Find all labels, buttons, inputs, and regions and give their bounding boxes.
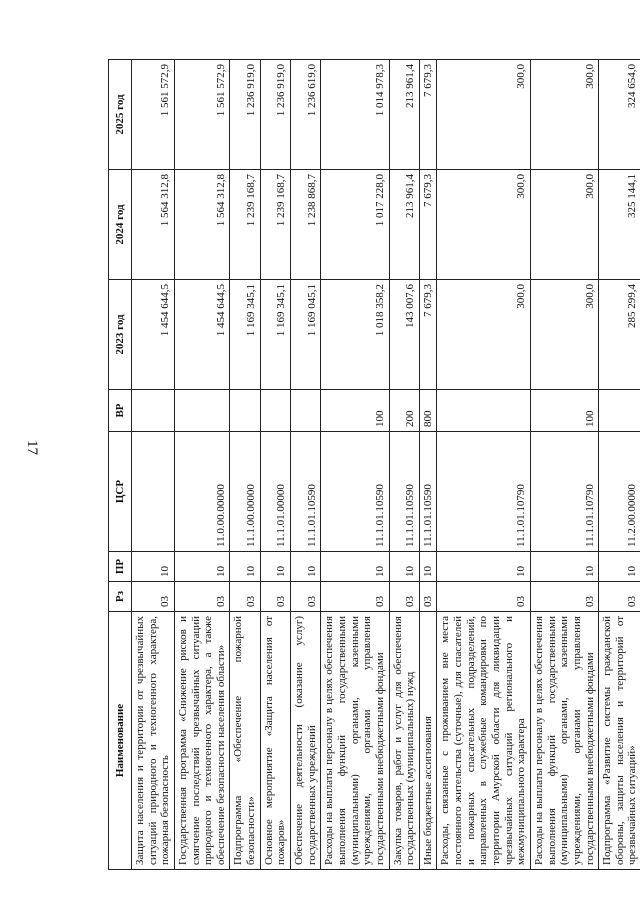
table-row: [599, 60, 640, 870]
row-pr: 10: [291, 552, 321, 582]
row-2023: 1 169 045,1: [291, 280, 321, 390]
row-csr: 11.1.01.10590: [321, 432, 389, 552]
header-csr: ЦСР: [109, 432, 132, 552]
row-csr: [132, 432, 175, 552]
row-csr: 11.1.01.10790: [530, 432, 598, 552]
row-vr: [174, 390, 230, 432]
row-name: Обеспечение деятельности (оказание услуг) государственных учреждений: [291, 612, 321, 870]
budget-table-container: [108, 60, 639, 870]
table-row: [389, 60, 419, 870]
row-2025: 1 014 978,3: [321, 60, 389, 170]
row-name: Закупка товаров, работ и услуг для обеспечения государственных (муниципальных) нужд: [389, 612, 419, 870]
row-vr: [230, 390, 260, 432]
row-vr: [260, 390, 290, 432]
header-vr: ВР: [109, 390, 132, 432]
table-row: [437, 60, 530, 870]
row-2023: 1 169 345,1: [230, 280, 260, 390]
row-2024: 300,0: [437, 170, 530, 280]
row-rz: 03: [132, 582, 175, 612]
row-2023: 1 454 644,5: [174, 280, 230, 390]
row-pr: 10: [599, 552, 640, 582]
row-vr: [291, 390, 321, 432]
row-csr: 11.2.00.00000: [599, 432, 640, 552]
row-rz: 03: [437, 582, 530, 612]
row-rz: 03: [530, 582, 598, 612]
row-pr: 10: [419, 552, 437, 582]
row-vr: [132, 390, 175, 432]
row-2024: 1 564 312,8: [174, 170, 230, 280]
header-rz: Рз: [109, 582, 132, 612]
row-pr: 10: [174, 552, 230, 582]
row-2023: 1 169 345,1: [260, 280, 290, 390]
row-name: Подпрограмма «Развитие системы гражданской обороны, защиты населения и территорий от чрезвычайных ситуаций»: [599, 612, 640, 870]
table-row: [174, 60, 230, 870]
row-2025: 1 561 572,9: [174, 60, 230, 170]
table-row: [419, 60, 437, 870]
row-name: Расходы, связанные с проживанием вне места постоянного жительства (суточные), для спасателей и пожарных спасательных подразделений, направленных в служебные командировки по территории Амурской области для ликвидации чрезвычайных ситуаций регионального и межмуниципального характера: [437, 612, 530, 870]
table-row: [260, 60, 290, 870]
row-2025: 300,0: [437, 60, 530, 170]
row-2023: 7 679,3: [419, 280, 437, 390]
row-2023: 1 454 644,5: [132, 280, 175, 390]
row-csr: 11.1.01.10790: [437, 432, 530, 552]
row-2024: 325 144,1: [599, 170, 640, 280]
header-2023: 2023 год: [109, 280, 132, 390]
row-rz: 03: [321, 582, 389, 612]
row-pr: 10: [437, 552, 530, 582]
row-csr: 11.1.00.00000: [230, 432, 260, 552]
row-csr: 11.1.01.10590: [419, 432, 437, 552]
table-row: [230, 60, 260, 870]
row-2025: 1 236 619,0: [291, 60, 321, 170]
header-2024: 2024 год: [109, 170, 132, 280]
row-pr: 10: [132, 552, 175, 582]
row-2025: 324 654,0: [599, 60, 640, 170]
row-vr: 800: [419, 390, 437, 432]
row-rz: 03: [174, 582, 230, 612]
table-row: [291, 60, 321, 870]
row-rz: 03: [230, 582, 260, 612]
page-number: 17: [24, 440, 40, 455]
row-2025: 1 561 572,9: [132, 60, 175, 170]
row-rz: 03: [599, 582, 640, 612]
row-vr: 100: [530, 390, 598, 432]
row-2024: 7 679,3: [419, 170, 437, 280]
row-vr: 100: [321, 390, 389, 432]
row-2025: 7 679,3: [419, 60, 437, 170]
row-2025: 300,0: [530, 60, 598, 170]
row-csr: 11.0.00.00000: [174, 432, 230, 552]
row-name: Подпрограмма «Обеспечение пожарной безопасности»: [230, 612, 260, 870]
row-csr: 11.1.01.10590: [389, 432, 419, 552]
table-row: [132, 60, 175, 870]
row-2025: 1 236 919,0: [260, 60, 290, 170]
row-2023: 1 018 358,2: [321, 280, 389, 390]
row-rz: 03: [260, 582, 290, 612]
row-pr: 10: [530, 552, 598, 582]
row-2024: 1 239 168,7: [230, 170, 260, 280]
row-2023: 300,0: [530, 280, 598, 390]
row-2023: 143 007,6: [389, 280, 419, 390]
row-csr: 11.1.01.10590: [291, 432, 321, 552]
header-name: Наименование: [109, 612, 132, 870]
row-name: Государственная программа «Снижение рисков и смягчение последствий чрезвычайных ситуаций природного и техногенного характера, а также обеспечение безопасности населения области»: [174, 612, 230, 870]
row-vr: [599, 390, 640, 432]
row-rz: 03: [291, 582, 321, 612]
row-2023: 285 299,4: [599, 280, 640, 390]
header-pr: ПР: [109, 552, 132, 582]
row-name: Защита населения и территории от чрезвычайных ситуаций природного и техногенного характера, пожарная безопасность: [132, 612, 175, 870]
row-name: Расходы на выплаты персоналу в целях обеспечения выполнения функций государственными (муниципальными) органами, казенными учреждениями, органами управления государственными внебюджетными фондами: [530, 612, 598, 870]
row-name: Основное мероприятие «Защита населения от пожаров»: [260, 612, 290, 870]
row-pr: 10: [260, 552, 290, 582]
row-vr: [437, 390, 530, 432]
row-pr: 10: [321, 552, 389, 582]
row-vr: 200: [389, 390, 419, 432]
row-name: Иные бюджетные ассигнования: [419, 612, 437, 870]
row-name: Расходы на выплаты персоналу в целях обеспечения выполнения функций государственными (муниципальными) органами, казенными учреждениями, органами управления государственными внебюджетными фондами: [321, 612, 389, 870]
row-2024: 1 017 228,0: [321, 170, 389, 280]
header-2025: 2025 год: [109, 60, 132, 170]
row-2025: 1 236 919,0: [230, 60, 260, 170]
row-rz: 03: [389, 582, 419, 612]
row-2024: 1 238 868,7: [291, 170, 321, 280]
row-csr: 11.1.01.00000: [260, 432, 290, 552]
header-row: [109, 60, 132, 870]
row-2025: 213 961,4: [389, 60, 419, 170]
table-row: [321, 60, 389, 870]
row-2024: 1 239 168,7: [260, 170, 290, 280]
row-rz: 03: [419, 582, 437, 612]
row-pr: 10: [230, 552, 260, 582]
row-2024: 300,0: [530, 170, 598, 280]
row-2023: 300,0: [437, 280, 530, 390]
row-2024: 1 564 312,8: [132, 170, 175, 280]
budget-table: [108, 59, 640, 870]
table-row: [530, 60, 598, 870]
row-pr: 10: [389, 552, 419, 582]
row-2024: 213 961,4: [389, 170, 419, 280]
